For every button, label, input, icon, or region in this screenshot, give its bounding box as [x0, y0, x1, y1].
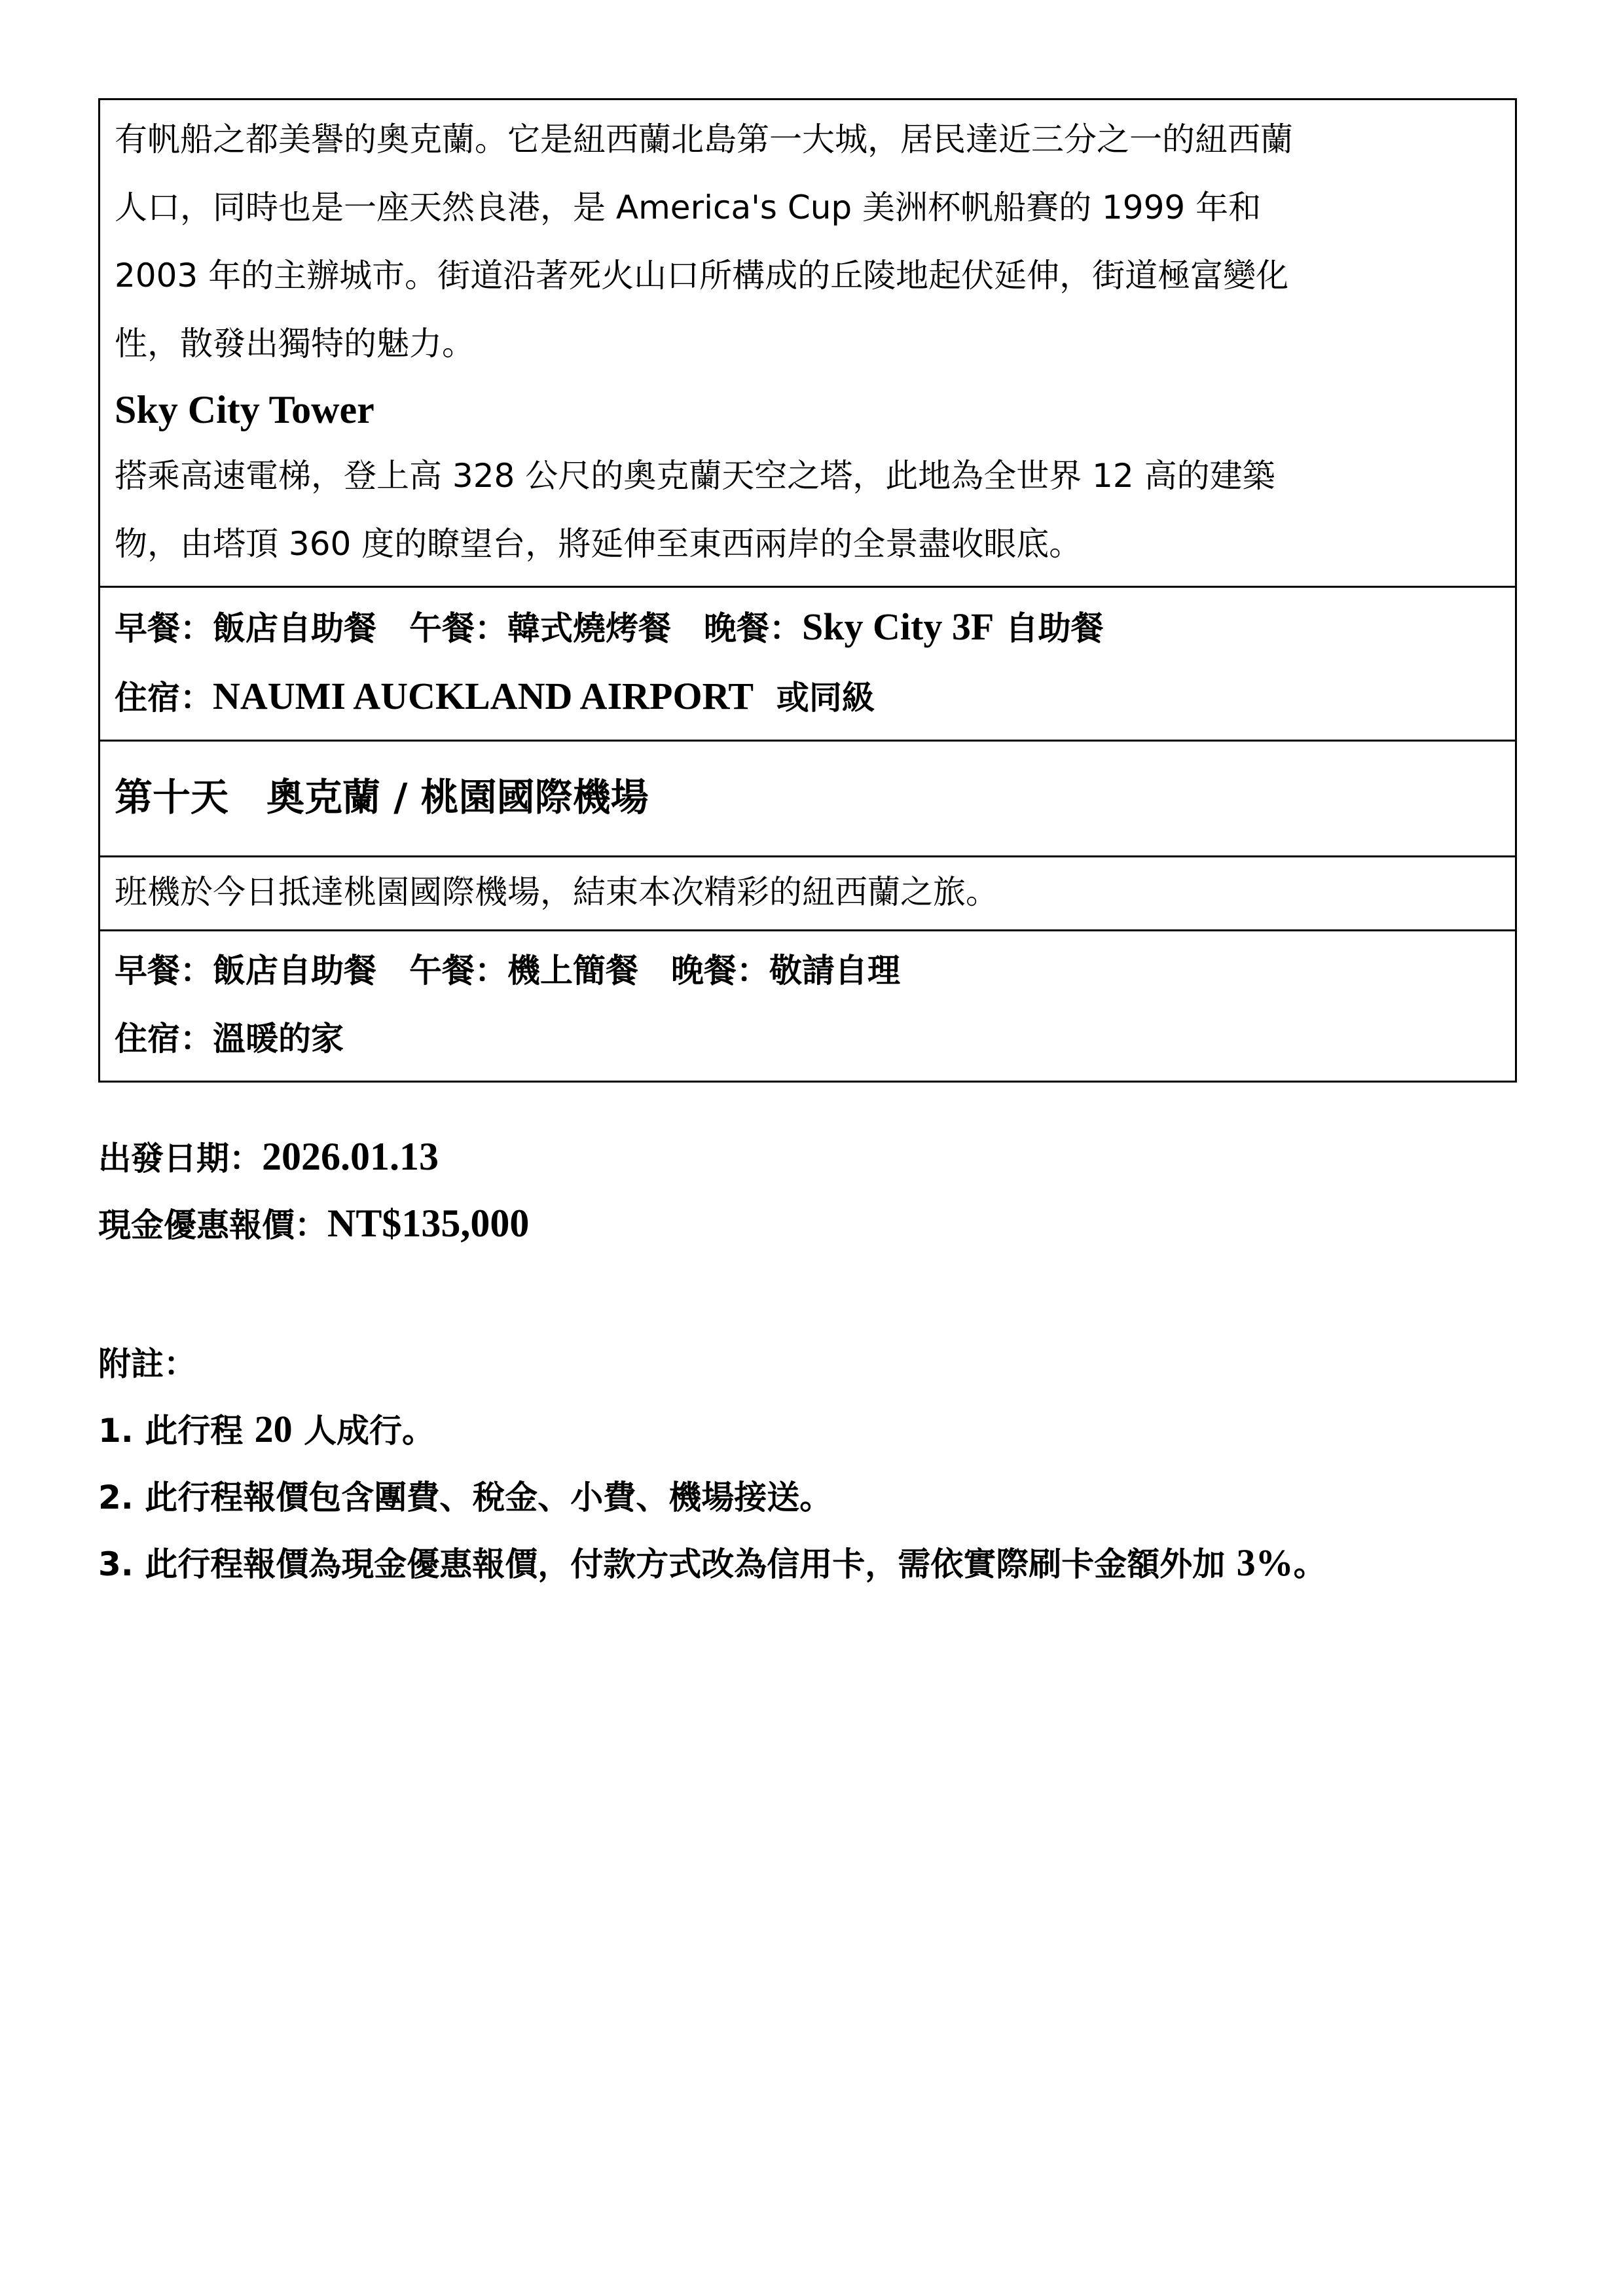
- day10-meals-cell: [100, 931, 1516, 1082]
- price-line: [98, 1199, 529, 1246]
- notes-title: 附註：: [98, 1345, 196, 1383]
- day10-description-row: [100, 857, 1516, 931]
- note-1-number: 20: [254, 1408, 293, 1450]
- day10-meals-row: [100, 931, 1516, 1082]
- day10-title-row: [100, 741, 1516, 857]
- day10-title-cell: [100, 741, 1516, 857]
- attraction-title: Sky City Tower: [115, 388, 374, 431]
- day10-title: 第十天 奧克蘭 / 桃園國際機場: [115, 775, 649, 819]
- day9-meals-row: [100, 587, 1516, 741]
- day9-intro-line-3: 2003 年的主辦城市。街道沿著死火山口所構成的丘陵地起伏延伸，街道極富變化: [115, 257, 1289, 295]
- note-item-3: [98, 1538, 1326, 1585]
- note-1-suffix: 人成行。: [292, 1412, 435, 1450]
- day10-description: 班機於今日抵達桃園國際機場，結束本次精彩的紐西蘭之旅。: [115, 873, 998, 911]
- day9-meals: [115, 593, 1501, 662]
- attraction-line-1: 搭乘高速電梯，登上高 328 公尺的奧克蘭天空之塔，此地為全世界 12 高的建築: [115, 457, 1275, 495]
- note-item-2: 2. 此行程報價包含團費、稅金、小費、機場接送。: [98, 1479, 833, 1516]
- day9-description-cell: [100, 99, 1516, 587]
- day9-meals-prefix: 早餐：飯店自助餐 午餐：韓式燒烤餐 晚餐：: [115, 609, 802, 647]
- day9-dinner-suffix: 自助餐: [994, 609, 1104, 647]
- itinerary-table: [98, 98, 1517, 1083]
- price-amount: NT$135,000: [327, 1202, 530, 1245]
- day9-intro-line-2: 人口，同時也是一座天然良港，是 America's Cup 美洲杯帆船賽的 1999 年和: [115, 188, 1262, 226]
- price-label: 現金優惠報價：: [98, 1206, 327, 1244]
- note-3-percent: 3%: [1236, 1541, 1294, 1584]
- day9-hotel-name: NAUMI AUCKLAND AIRPORT: [213, 675, 754, 717]
- day9-intro-line-1: 有帆船之都美譽的奧克蘭。它是紐西蘭北島第一大城，居民達近三分之一的紐西蘭: [115, 120, 1293, 158]
- note-1-prefix: 1. 此行程: [98, 1412, 255, 1450]
- day9-description-row: [100, 99, 1516, 587]
- day10-meals: 早餐：飯店自助餐 午餐：機上簡餐 晚餐：敬請自理: [115, 952, 900, 990]
- day10-description-cell: [100, 857, 1516, 931]
- day9-meals-cell: [100, 587, 1516, 741]
- note-3-suffix: 。: [1293, 1545, 1326, 1583]
- departure-date-line: [98, 1132, 439, 1179]
- day9-hotel-suffix: 或同級: [754, 679, 875, 717]
- day9-intro-line-4: 性，散發出獨特的魅力。: [115, 325, 475, 363]
- day9-dinner-venue: Sky City 3F: [802, 605, 994, 648]
- note-item-1: [98, 1405, 435, 1452]
- day9-hotel: [115, 662, 1501, 732]
- day9-hotel-prefix: 住宿：: [115, 679, 213, 717]
- departure-label: 出發日期：: [98, 1139, 262, 1177]
- day10-hotel: 住宿：溫暖的家: [115, 1020, 344, 1058]
- attraction-line-2: 物，由塔頂 360 度的瞭望台，將延伸至東西兩岸的全景盡收眼底。: [115, 525, 1082, 563]
- departure-date: 2026.01.13: [262, 1135, 439, 1178]
- note-3-prefix: 3. 此行程報價為現金優惠報價，付款方式改為信用卡，需依實際刷卡金額外加: [98, 1545, 1237, 1583]
